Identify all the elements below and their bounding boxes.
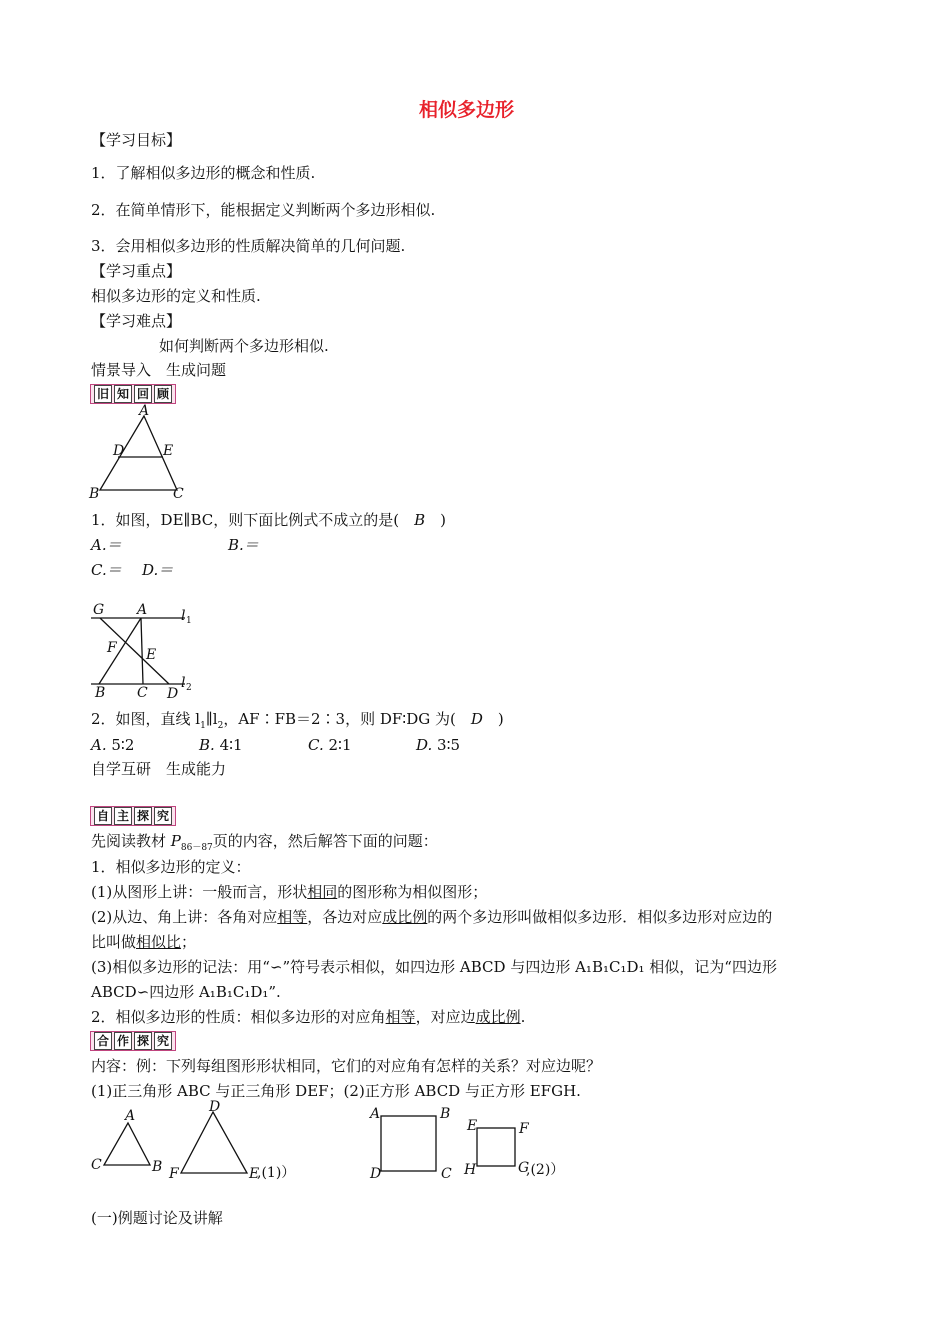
goal-item: 1．了解相似多边形的概念和性质. — [91, 164, 316, 182]
option-a — [91, 735, 134, 755]
content-line-1: 内容：例：下列每组图形形状相同，它们的对应角有怎样的关系？对应边呢？ — [91, 1057, 602, 1075]
text: (1)从图形上讲：一般而言，形状 — [91, 883, 308, 901]
question-2-stem: ，AF∶FB＝2∶3，则 DF∶DG 为( — [223, 710, 471, 728]
goal-item: 3．会用相似多边形的性质解决简单的几何问题. — [91, 237, 406, 255]
square-efgh — [477, 1128, 515, 1166]
fill-answer: 成比例 — [382, 908, 428, 926]
caption-1: ,(1)） — [257, 1165, 296, 1181]
label-c: C — [441, 1166, 452, 1182]
option-d: D.＝ — [142, 561, 174, 579]
option-value: 5∶2 — [111, 736, 135, 754]
option-value: 2∶1 — [328, 736, 352, 754]
definition-line-1 — [91, 882, 487, 902]
fill-answer: 相等 — [277, 908, 308, 926]
badge-char: 究 — [154, 807, 172, 825]
self-section-title: 自学互研 生成能力 — [91, 760, 227, 778]
goals-heading: 【学习目标】 — [91, 131, 182, 149]
page-title: 相似多边形 — [419, 99, 515, 121]
definition-line-5: ABCD∽四边形 A₁B₁C₁D₁”. — [91, 983, 281, 1001]
option-letter: D. — [416, 736, 433, 754]
definition-heading: 1．相似多边形的定义： — [91, 858, 251, 876]
fill-answer: 相等 — [385, 1008, 416, 1026]
definition-line-4: (3)相似多边形的记法：用“∽”符号表示相似，如四边形 ABCD 与四边形 A₁B₁C₁D₁ 相似，记为“四边形 — [91, 958, 777, 976]
key-points-heading: 【学习重点】 — [91, 262, 182, 280]
question-2-sub: 1 — [200, 721, 206, 731]
text: 的两个多边形叫做相似多边形．相似多边形对应边的 — [427, 908, 773, 926]
question-2-close: ) — [482, 710, 504, 728]
fill-answer: 成比例 — [475, 1008, 521, 1026]
question-1-close: ) — [425, 511, 446, 529]
fill-answer: 相同 — [307, 883, 338, 901]
label-b: B — [152, 1159, 163, 1175]
question-1-stem: 1．如图，DE∥BC，则下面比例式不成立的是( — [91, 511, 415, 529]
badge-char: 究 — [154, 1032, 172, 1050]
badge-char: 顾 — [154, 385, 172, 403]
badge-char: 作 — [114, 1032, 132, 1050]
self-study-badge — [90, 806, 176, 826]
read-page-letter: P — [170, 832, 181, 850]
text: 的图形称为相似图形； — [337, 883, 488, 901]
text: ，对应边 — [415, 1008, 476, 1026]
read-instruction — [91, 831, 438, 858]
label-c: C — [137, 685, 148, 701]
triangle-abc — [104, 1123, 150, 1165]
cooperation-badge — [90, 1031, 176, 1051]
option-b: B.＝ — [228, 536, 259, 554]
label-a: A — [139, 403, 150, 419]
label-d: D — [113, 443, 125, 459]
question-1-answer: B — [414, 511, 426, 529]
label-h: H — [464, 1162, 477, 1178]
read-text: 先阅读教材 — [91, 832, 171, 850]
text: ； — [181, 933, 197, 951]
text: (2)从边、角上讲：各角对应 — [91, 908, 278, 926]
option-c: C.＝ — [91, 561, 122, 579]
label-g: G — [518, 1160, 530, 1176]
label-l1: l — [181, 608, 186, 624]
read-page-range: 86－87 — [180, 843, 213, 853]
label-d: D — [167, 686, 179, 702]
badge-char: 旧 — [94, 385, 112, 403]
label-a: A — [370, 1106, 381, 1122]
definition-line-3 — [91, 932, 196, 952]
text: 比叫做 — [91, 933, 137, 951]
question-2 — [91, 709, 504, 736]
badge-char: 知 — [114, 385, 132, 403]
option-letter: B. — [199, 736, 215, 754]
parallel-lines-figure — [85, 598, 205, 702]
question-2-stem: ∥l — [205, 710, 218, 728]
definition-line-2 — [91, 907, 772, 927]
goal-item: 2．在简单情形下，能根据定义判断两个多边形相似. — [91, 201, 436, 219]
label-l1-sub: 1 — [186, 616, 192, 626]
text: 2．相似多边形的性质：相似多边形的对应角 — [91, 1008, 386, 1026]
text: . — [520, 1008, 526, 1026]
label-e: E — [163, 443, 174, 459]
label-f: F — [107, 640, 117, 656]
question-2-stem: 2．如图，直线 l — [91, 710, 201, 728]
caption-2: ,(2)） — [526, 1162, 565, 1178]
label-c: C — [91, 1157, 102, 1173]
intro-section-title: 情景导入 生成问题 — [91, 361, 227, 379]
question-2-answer: D — [470, 710, 483, 728]
squares-figure — [360, 1098, 590, 1186]
label-f: F — [169, 1166, 179, 1182]
label-a: A — [125, 1108, 136, 1124]
text: ，各边对应 — [307, 908, 383, 926]
read-text: 页的内容，然后解答下面的问题： — [212, 832, 438, 850]
label-b: B — [95, 685, 106, 701]
difficulty-heading: 【学习难点】 — [91, 312, 182, 330]
label-b: B — [89, 486, 100, 502]
option-letter: C. — [308, 736, 324, 754]
triangle-figure-1 — [85, 402, 195, 502]
label-e: E — [467, 1118, 478, 1134]
badge-char: 主 — [114, 807, 132, 825]
option-b — [199, 735, 243, 755]
square-abcd — [381, 1116, 436, 1171]
option-value: 3∶5 — [437, 736, 461, 754]
segment-ac — [141, 618, 143, 684]
label-l2-sub: 2 — [186, 683, 192, 693]
option-value: 4∶1 — [219, 736, 243, 754]
property-line — [91, 1007, 525, 1027]
example-heading: (一)例题讨论及讲解 — [91, 1209, 223, 1227]
label-l2: l — [181, 675, 186, 691]
fill-answer: 相似比 — [136, 933, 182, 951]
option-a: A.＝ — [91, 536, 122, 554]
badge-char: 自 — [94, 807, 112, 825]
badge-char: 回 — [134, 385, 152, 403]
badge-char: 探 — [134, 1032, 152, 1050]
badge-char: 合 — [94, 1032, 112, 1050]
option-c — [308, 735, 352, 755]
review-badge — [90, 384, 176, 404]
triangles-figure — [85, 1098, 325, 1186]
triangle-def — [181, 1112, 247, 1173]
label-g: G — [93, 602, 105, 618]
question-1 — [91, 510, 446, 530]
question-2-sub: 2 — [217, 721, 224, 731]
label-a: A — [137, 602, 148, 618]
key-points-text: 相似多边形的定义和性质. — [91, 287, 261, 305]
option-d — [416, 735, 460, 755]
label-e: E — [249, 1166, 260, 1182]
label-b: B — [440, 1106, 451, 1122]
label-d: D — [209, 1099, 221, 1115]
difficulty-text: 如何判断两个多边形相似. — [159, 337, 329, 355]
badge-char: 探 — [134, 807, 152, 825]
content-line-2: (1)正三角形 ABC 与正三角形 DEF；(2)正方形 ABCD 与正方形 EFGH. — [91, 1082, 581, 1100]
label-f: F — [519, 1121, 529, 1137]
option-letter: A. — [91, 736, 107, 754]
label-e: E — [146, 647, 157, 663]
label-d: D — [370, 1166, 382, 1182]
label-c: C — [173, 486, 184, 502]
